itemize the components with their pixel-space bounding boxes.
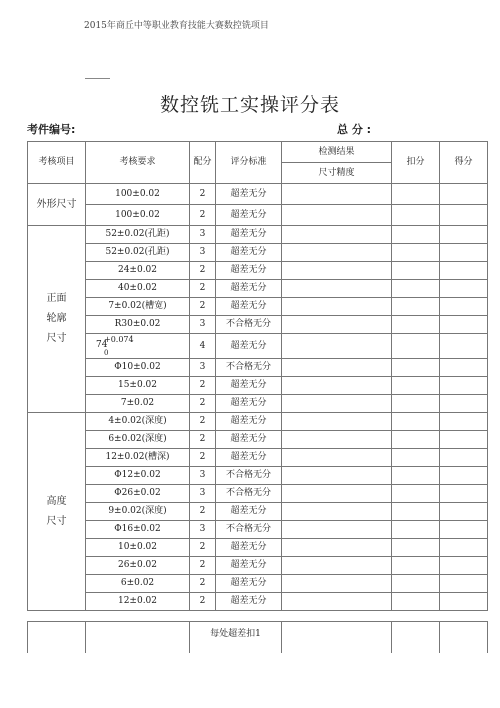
standard-cell: 超差无分 — [216, 184, 282, 205]
table-row — [28, 539, 488, 557]
table-row — [28, 593, 488, 611]
result-cell — [440, 503, 488, 521]
result-cell — [440, 395, 488, 413]
table-row — [28, 184, 488, 205]
deduction-cell — [392, 431, 440, 449]
footer-table — [27, 621, 488, 653]
table-header-row — [28, 142, 488, 163]
result-cell — [440, 593, 488, 611]
footer-cell — [392, 622, 440, 654]
table-row — [28, 377, 488, 395]
standard-cell: 超差无分 — [216, 226, 282, 244]
deduction-cell — [392, 503, 440, 521]
requirement-cell: 52±0.02(孔距) — [86, 226, 190, 244]
standard-cell: 超差无分 — [216, 575, 282, 593]
col-header-detection: 检测结果 — [282, 142, 392, 163]
result-cell — [440, 485, 488, 503]
deduction-cell — [392, 413, 440, 431]
result-cell — [440, 539, 488, 557]
requirement-cell: 15±0.02 — [86, 377, 190, 395]
result-cell — [440, 557, 488, 575]
result-cell — [440, 184, 488, 205]
requirement-cell: 12±0.02 — [86, 593, 190, 611]
requirement-cell: Φ12±0.02 — [86, 467, 190, 485]
deduction-cell — [392, 184, 440, 205]
footer-cell — [440, 622, 488, 654]
requirement-cell: R30±0.02 — [86, 316, 190, 334]
result-cell — [440, 316, 488, 334]
requirement-cell: 26±0.02 — [86, 557, 190, 575]
result-cell — [440, 449, 488, 467]
deduction-cell — [392, 280, 440, 298]
lower-tolerance: 0 — [104, 349, 109, 357]
score-cell: 3 — [190, 316, 216, 334]
score-cell: 2 — [190, 503, 216, 521]
table-row — [28, 413, 488, 431]
score-cell: 2 — [190, 205, 216, 226]
score-cell: 3 — [190, 226, 216, 244]
precision-cell — [282, 467, 392, 485]
score-cell: 2 — [190, 575, 216, 593]
standard-cell: 不合格无分 — [216, 467, 282, 485]
table-row — [28, 449, 488, 467]
requirement-cell: Φ16±0.02 — [86, 521, 190, 539]
page-title: 数控铣工实操评分表 — [159, 94, 340, 116]
col-header-precision: 尺寸精度 — [282, 163, 392, 184]
requirement-cell: 52±0.02(孔距) — [86, 244, 190, 262]
result-cell — [440, 377, 488, 395]
deduction-cell — [392, 593, 440, 611]
score-cell: 2 — [190, 280, 216, 298]
precision-cell — [282, 539, 392, 557]
precision-cell — [282, 503, 392, 521]
standard-cell: 超差无分 — [216, 431, 282, 449]
deduction-cell — [392, 334, 440, 359]
standard-cell: 超差无分 — [216, 539, 282, 557]
requirement-cell: 100±0.02 — [86, 205, 190, 226]
deduction-cell — [392, 521, 440, 539]
result-cell — [440, 280, 488, 298]
standard-cell: 超差无分 — [216, 334, 282, 359]
precision-cell — [282, 280, 392, 298]
requirement-cell: 7±0.02 — [86, 395, 190, 413]
table-row — [28, 359, 488, 377]
table-row — [28, 485, 488, 503]
score-cell: 2 — [190, 184, 216, 205]
deduction-cell — [392, 262, 440, 280]
table-row — [28, 262, 488, 280]
score-cell: 2 — [190, 298, 216, 316]
precision-cell — [282, 431, 392, 449]
col-header-score: 配分 — [190, 142, 216, 184]
score-cell: 2 — [190, 593, 216, 611]
document-header-line: 2015年商丘中等职业教育技能大赛数控铣项目 — [84, 21, 269, 31]
standard-cell: 超差无分 — [216, 449, 282, 467]
col-header-standard: 评分标准 — [216, 142, 282, 184]
score-cell: 2 — [190, 431, 216, 449]
result-cell — [440, 262, 488, 280]
requirement-cell: Φ10±0.02 — [86, 359, 190, 377]
group-height-dimensions: 高度 尺寸 — [28, 413, 86, 611]
col-header-deduction: 扣分 — [392, 142, 440, 184]
group-outer-dimensions: 外形尺寸 — [28, 184, 86, 226]
requirement-cell: 40±0.02 — [86, 280, 190, 298]
precision-cell — [282, 244, 392, 262]
precision-cell — [282, 413, 392, 431]
score-cell: 3 — [190, 485, 216, 503]
result-cell — [440, 521, 488, 539]
precision-cell — [282, 377, 392, 395]
deduction-cell — [392, 395, 440, 413]
score-cell: 2 — [190, 413, 216, 431]
result-cell — [440, 575, 488, 593]
deduction-cell — [392, 316, 440, 334]
table-row — [28, 503, 488, 521]
precision-cell — [282, 593, 392, 611]
requirement-cell: 100±0.02 — [86, 184, 190, 205]
requirement-cell: 4±0.02(深度) — [86, 413, 190, 431]
standard-cell: 超差无分 — [216, 377, 282, 395]
precision-cell — [282, 226, 392, 244]
score-cell: 4 — [190, 334, 216, 359]
deduction-cell — [392, 359, 440, 377]
standard-cell: 超差无分 — [216, 395, 282, 413]
precision-cell — [282, 395, 392, 413]
requirement-cell: 6±0.02(深度) — [86, 431, 190, 449]
score-cell: 3 — [190, 244, 216, 262]
score-cell: 3 — [190, 359, 216, 377]
standard-cell: 超差无分 — [216, 244, 282, 262]
table-row — [28, 395, 488, 413]
deduction-cell — [392, 377, 440, 395]
standard-cell: 超差无分 — [216, 280, 282, 298]
result-cell — [440, 244, 488, 262]
result-cell — [440, 226, 488, 244]
deduction-cell — [392, 539, 440, 557]
table-row — [28, 467, 488, 485]
table-row — [28, 334, 488, 359]
result-cell — [440, 205, 488, 226]
deduction-cell — [392, 575, 440, 593]
table-row — [28, 244, 488, 262]
requirement-cell: 12±0.02(槽深) — [86, 449, 190, 467]
requirement-cell: 10±0.02 — [86, 539, 190, 557]
deduction-cell — [392, 557, 440, 575]
footer-note: 每处超差扣1 — [190, 622, 282, 654]
requirement-cell: 9±0.02(深度) — [86, 503, 190, 521]
upper-tolerance: +0.074 — [104, 335, 134, 344]
deduction-cell — [392, 485, 440, 503]
exam-number-label: 考件编号: — [27, 123, 76, 136]
result-cell — [440, 334, 488, 359]
table-row — [28, 575, 488, 593]
result-cell — [440, 298, 488, 316]
col-header-result: 得分 — [440, 142, 488, 184]
requirement-cell: 7±0.02(槽宽) — [86, 298, 190, 316]
table-row — [28, 226, 488, 244]
deduction-cell — [392, 226, 440, 244]
requirement-cell: 6±0.02 — [86, 575, 190, 593]
precision-cell — [282, 334, 392, 359]
col-header-requirement: 考核要求 — [86, 142, 190, 184]
requirement-cell — [86, 334, 190, 359]
precision-cell — [282, 359, 392, 377]
score-cell: 2 — [190, 377, 216, 395]
table-row — [28, 298, 488, 316]
footer-row — [28, 622, 488, 654]
standard-cell: 超差无分 — [216, 205, 282, 226]
precision-cell — [282, 485, 392, 503]
deduction-cell — [392, 298, 440, 316]
result-cell — [440, 431, 488, 449]
score-cell: 2 — [190, 539, 216, 557]
score-cell: 3 — [190, 467, 216, 485]
score-cell: 3 — [190, 521, 216, 539]
deduction-cell — [392, 205, 440, 226]
deduction-cell — [392, 449, 440, 467]
score-cell: 2 — [190, 557, 216, 575]
footer-cell — [28, 622, 86, 654]
score-cell: 2 — [190, 395, 216, 413]
precision-cell — [282, 449, 392, 467]
table-row — [28, 280, 488, 298]
standard-cell: 不合格无分 — [216, 359, 282, 377]
requirement-cell: 24±0.02 — [86, 262, 190, 280]
table-row — [28, 521, 488, 539]
score-cell: 2 — [190, 449, 216, 467]
standard-cell: 不合格无分 — [216, 485, 282, 503]
precision-cell — [282, 298, 392, 316]
standard-cell: 超差无分 — [216, 413, 282, 431]
precision-cell — [282, 575, 392, 593]
result-cell — [440, 413, 488, 431]
standard-cell: 超差无分 — [216, 262, 282, 280]
result-cell — [440, 467, 488, 485]
precision-cell — [282, 521, 392, 539]
precision-cell — [282, 557, 392, 575]
precision-cell — [282, 184, 392, 205]
precision-cell — [282, 262, 392, 280]
scoring-table — [27, 141, 488, 611]
group-front-contour: 正面 轮廓 尺寸 — [28, 226, 86, 413]
table-row — [28, 205, 488, 226]
standard-cell: 不合格无分 — [216, 316, 282, 334]
score-cell: 2 — [190, 262, 216, 280]
standard-cell: 超差无分 — [216, 557, 282, 575]
footer-cell — [86, 622, 190, 654]
decorative-rule — [85, 78, 110, 79]
requirement-nominal: 74 — [96, 340, 108, 350]
deduction-cell — [392, 244, 440, 262]
table-row — [28, 431, 488, 449]
standard-cell: 超差无分 — [216, 593, 282, 611]
requirement-cell: Φ26±0.02 — [86, 485, 190, 503]
standard-cell: 超差无分 — [216, 298, 282, 316]
standard-cell: 不合格无分 — [216, 521, 282, 539]
table-row — [28, 557, 488, 575]
precision-cell — [282, 316, 392, 334]
deduction-cell — [392, 467, 440, 485]
col-header-item: 考核项目 — [28, 142, 86, 184]
precision-cell — [282, 205, 392, 226]
total-score-label: 总 分 : — [337, 123, 372, 136]
table-row — [28, 316, 488, 334]
standard-cell: 超差无分 — [216, 503, 282, 521]
result-cell — [440, 359, 488, 377]
footer-cell — [282, 622, 392, 654]
